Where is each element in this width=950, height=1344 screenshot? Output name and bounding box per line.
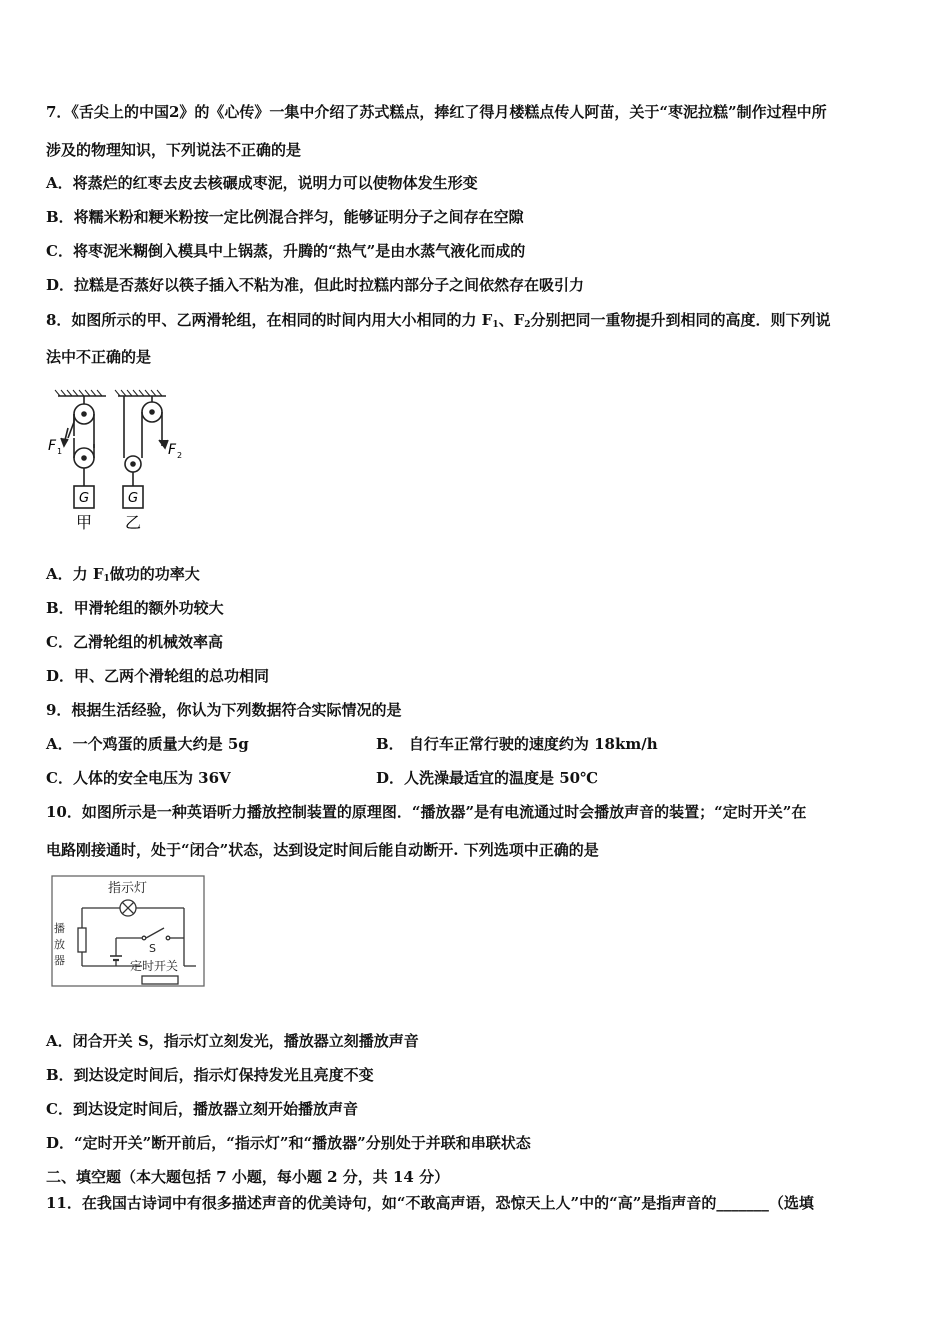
q8-sub2: 2 — [524, 320, 531, 330]
player-char-1: 播 — [54, 922, 65, 935]
q8-option-c: C．乙滑轮组的机械效率高 — [46, 633, 223, 651]
pulley-diagram — [44, 388, 194, 536]
player-resistor — [78, 928, 86, 952]
q10-option-b: B．到达设定时间后，指示灯保持发光且亮度不变 — [46, 1066, 374, 1084]
q8-option-d: D．甲、乙两个滑轮组的总功相同 — [46, 667, 270, 685]
hatch-left — [55, 390, 102, 396]
q10-option-d: D．“定时开关”断开前后，“指示灯”和“播放器”分别处于并联和串联状态 — [46, 1134, 531, 1152]
hatch-right — [115, 390, 162, 396]
q8-option-a-sub: 1 — [103, 574, 110, 584]
q8-stem-b: 、F — [498, 311, 525, 329]
q8-option-b: B．甲滑轮组的额外功较大 — [46, 599, 224, 617]
switch-s-label: S — [149, 942, 156, 955]
q10-stem-line2: 电路刚接通时，处于“闭合”状态，达到设定时间后能自动断开. 下列选项中正确的是 — [46, 841, 599, 859]
q7-option-b: B．将糯米粉和粳米粉按一定比例混合拌匀，能够证明分子之间存在空隙 — [46, 208, 524, 226]
q8-stem-c: 分别把同一重物提升到相同的高度．则下列说 — [530, 311, 831, 329]
f1-label: F — [48, 438, 57, 454]
f1-sub: 1 — [57, 447, 63, 456]
q10-option-c: C．到达设定时间后，播放器立刻开始播放声音 — [46, 1100, 358, 1118]
q8-stem-a: 8．如图所示的甲、乙两滑轮组，在相同的时间内用大小相同的力 F — [46, 311, 493, 329]
q9-option-a: A．一个鸡蛋的质量大约是 5g — [46, 735, 249, 753]
player-char-3: 器 — [54, 954, 65, 967]
timer-label: 定时开关 — [130, 959, 179, 973]
q7-option-c: C．将枣泥米糊倒入模具中上锅蒸，升腾的“热气”是由水蒸气液化而成的 — [46, 242, 526, 260]
circuit-diagram — [46, 872, 208, 992]
g-label-left: G — [79, 491, 90, 506]
q7-stem-line1: 7．《舌尖上的中国2》的《心传》一集中介绍了苏式糕点，捧红了得月楼糕点传人阿苗，关于“枣泥拉糕”制作过程中所 — [46, 103, 827, 121]
q7-option-d: D．拉糕是否蒸好以筷子插入不粘为准，但此时拉糕内部分子之间依然存在吸引力 — [46, 276, 585, 294]
f2-sub: 2 — [177, 451, 183, 460]
q7-option-a: A．将蒸烂的红枣去皮去核碾成枣泥，说明力可以使物体发生形变 — [46, 174, 478, 192]
caption-jia: 甲 — [76, 513, 93, 532]
q8-option-a-pre: A．力 F — [46, 565, 104, 583]
q10-option-a: A．闭合开关 S，指示灯立刻发光，播放器立刻播放声音 — [46, 1032, 419, 1050]
q9-option-d: D．人洗澡最适宜的温度是 50℃ — [376, 769, 599, 787]
q11-stem: 11．在我国古诗词中有很多描述声音的优美诗句，如“不敢高声语，恐惊天上人”中的“高”是指声音的_______（选填 — [46, 1194, 814, 1212]
q8-option-a — [46, 564, 200, 589]
indicator-label: 指示灯 — [108, 881, 148, 896]
q9-option-c: C．人体的安全电压为 36V — [46, 769, 231, 787]
q8-stem-line2: 法中不正确的是 — [46, 348, 152, 366]
f2-label: F — [168, 442, 177, 458]
timer-switch-box — [142, 976, 178, 984]
pulley-figure — [44, 388, 194, 536]
q8-option-a-post: 做功的功率大 — [109, 565, 200, 583]
q10-stem-line1: 10．如图所示是一种英语听力播放控制装置的原理图．“播放器”是有电流通过时会播放声音的装置；“定时开关”在 — [46, 803, 807, 821]
q8-stem-line1 — [46, 310, 831, 335]
q7-stem-line2: 涉及的物理知识，下列说法不正确的是 — [46, 141, 302, 159]
q9-option-b: B． 自行车正常行驶的速度约为 18km/h — [376, 735, 658, 753]
caption-yi: 乙 — [125, 513, 142, 532]
g-label-right: G — [128, 491, 139, 506]
q9-stem: 9．根据生活经验，你认为下列数据符合实际情况的是 — [46, 701, 402, 719]
switch-blade — [146, 928, 164, 938]
player-char-2: 放 — [54, 938, 65, 951]
q8-sub1: 1 — [492, 320, 499, 330]
circuit-figure — [46, 872, 208, 992]
section2-heading: 二、填空题（本大题包括 7 小题，每小题 2 分，共 14 分） — [46, 1168, 450, 1186]
